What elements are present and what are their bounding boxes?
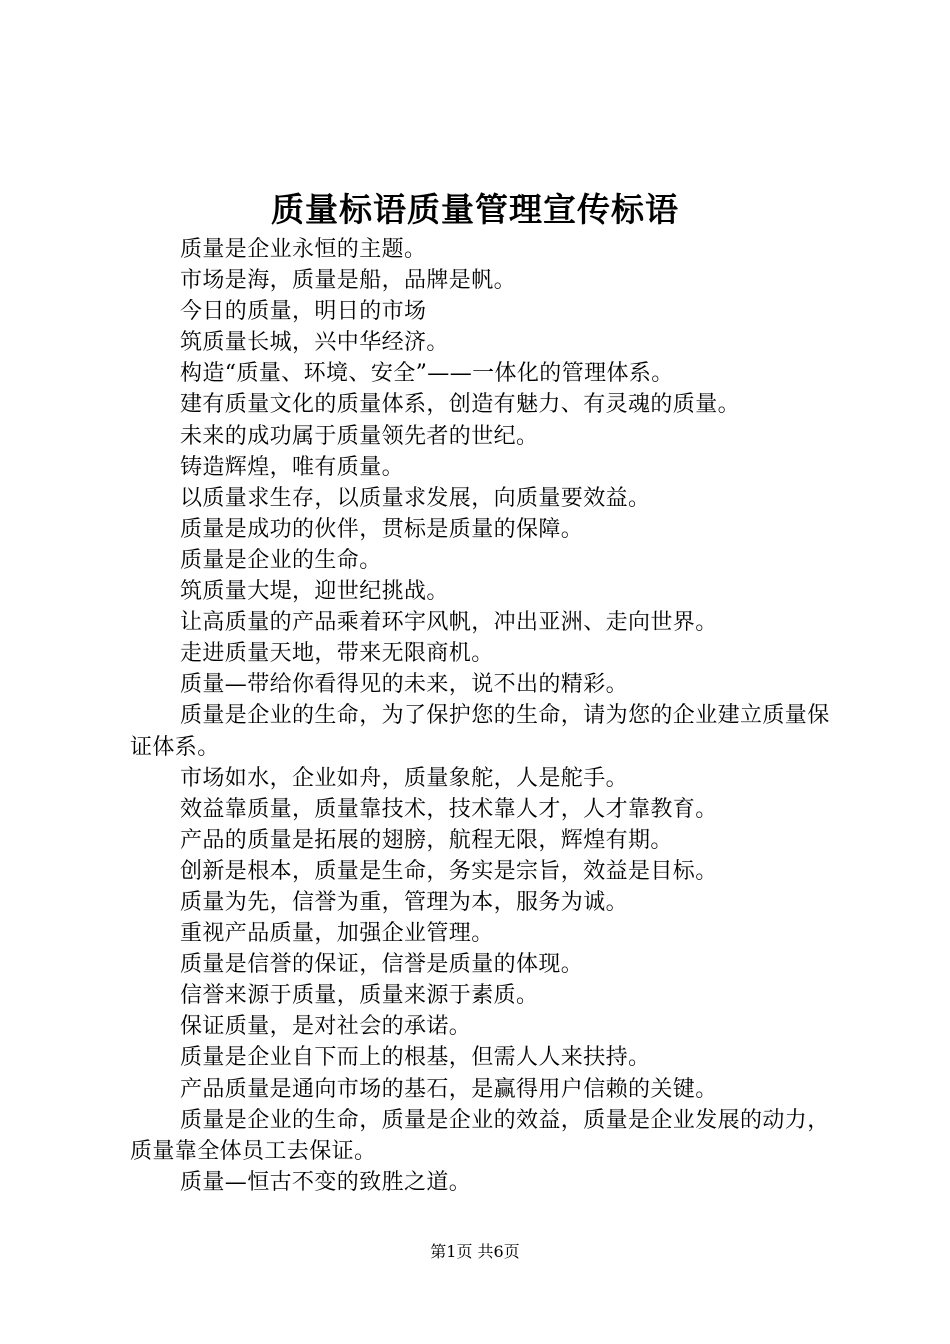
paragraph: 质量—恒古不变的致胜之道。 (180, 1169, 472, 1195)
paragraph: 质量是成功的伙伴，贯标是质量的保障。 (180, 516, 584, 542)
document-body (130, 234, 832, 1198)
paragraph: 走进质量天地，带来无限商机。 (180, 641, 494, 667)
paragraph: 筑质量大堤，迎世纪挑战。 (180, 579, 449, 605)
paragraph: 质量是企业的生命，质量是企业的效益，质量是企业发展的动力，质量靠全体员工去保证。 (130, 1107, 830, 1164)
paragraph: 质量—带给你看得见的未来，说不出的精彩。 (180, 672, 629, 698)
paragraph: 创新是根本，质量是生命，务实是宗旨，效益是目标。 (180, 858, 718, 884)
paragraph: 信誉来源于质量，质量来源于素质。 (180, 983, 539, 1009)
page-footer: 第1页 共6页 (430, 1242, 520, 1261)
paragraph: 产品质量是通向市场的基石，是赢得用户信赖的关键。 (180, 1076, 718, 1102)
paragraph: 市场是海，质量是船，品牌是帆。 (180, 268, 517, 294)
paragraph: 质量是企业的生命，为了保护您的生命，请为您的企业建立质量保证体系。 (130, 703, 830, 760)
paragraph: 产品的质量是拓展的翅膀，航程无限，辉煌有期。 (180, 827, 673, 853)
paragraph: 建有质量文化的质量体系，创造有魅力、有灵魂的质量。 (180, 392, 741, 418)
paragraph: 质量是企业永恒的主题。 (180, 237, 427, 262)
paragraph: 质量是信誉的保证，信誉是质量的体现。 (180, 952, 584, 978)
document-title: 质量标语质量管理宣传标语 (271, 190, 679, 229)
paragraph: 筑质量长城，兴中华经济。 (180, 330, 449, 356)
paragraph: 质量是企业自下而上的根基，但需人人来扶持。 (180, 1045, 651, 1071)
paragraph: 让高质量的产品乘着环宇风帆，冲出亚洲、走向世界。 (180, 610, 718, 636)
paragraph: 市场如水，企业如舟，质量象舵，人是舵手。 (180, 765, 629, 791)
paragraph: 质量是企业的生命。 (180, 547, 382, 573)
paragraph: 重视产品质量，加强企业管理。 (180, 921, 494, 947)
paragraph: 效益靠质量，质量靠技术，技术靠人才，人才靠教育。 (180, 796, 718, 822)
paragraph: 质量为先，信誉为重，管理为本，服务为诚。 (180, 889, 629, 915)
paragraph: 今日的质量，明日的市场 (180, 299, 427, 325)
paragraph: 构造“质量、环境、安全”——一体化的管理体系。 (180, 361, 674, 387)
paragraph: 未来的成功属于质量领先者的世纪。 (180, 423, 539, 449)
paragraph: 以质量求生存，以质量求发展，向质量要效益。 (180, 485, 651, 511)
paragraph: 保证质量，是对社会的承诺。 (180, 1014, 472, 1040)
paragraph: 铸造辉煌，唯有质量。 (180, 454, 405, 480)
